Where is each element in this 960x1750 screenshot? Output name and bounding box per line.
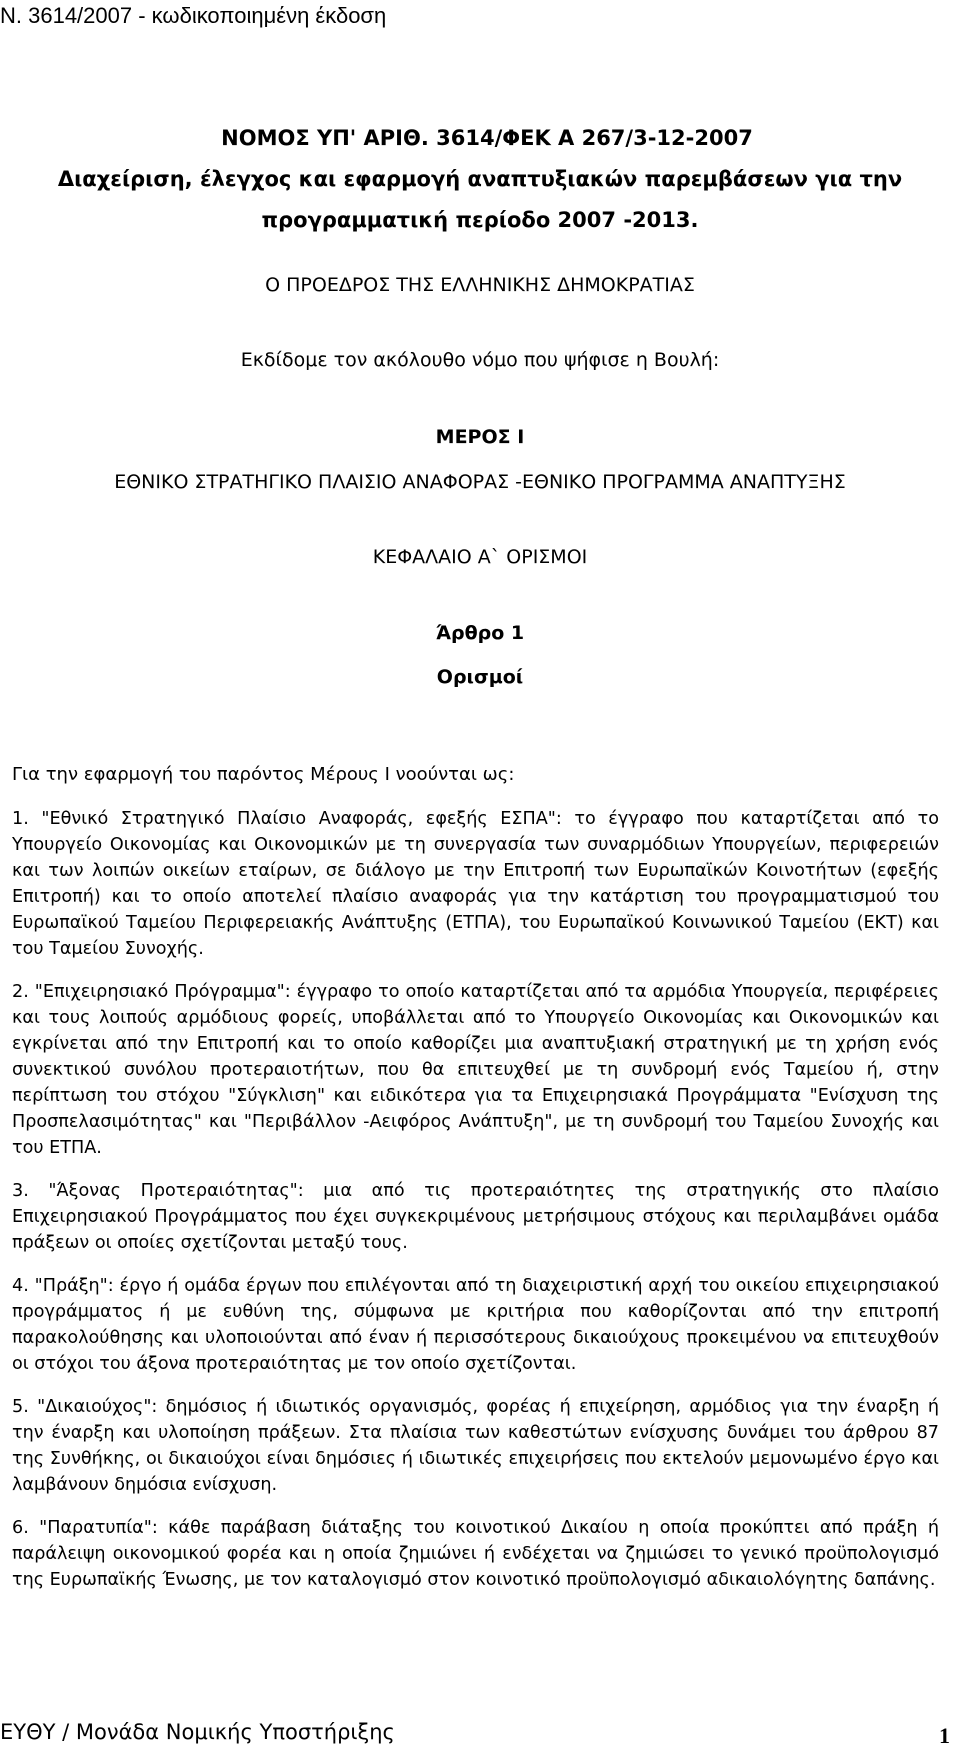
part-label: ΜΕΡΟΣ Ι xyxy=(435,426,525,448)
footer-unit: ΕΥΘΥ / Μονάδα Νομικής Υποστήριξης xyxy=(0,1720,395,1744)
law-title-line-1: ΝΟΜΟΣ ΥΠ' ΑΡΙΘ. 3614/ΦΕΚ Α 267/3-12-2007 xyxy=(221,126,753,150)
article-number: Άρθρο 1 xyxy=(435,622,525,644)
enactment-formula: Εκδίδομε τον ακόλουθο νόμο που ψήφισε η Βουλή: xyxy=(240,349,720,371)
definition-item: 1. "Εθνικό Στρατηγικό Πλαίσιο Αναφοράς, εφεξής ΕΣΠΑ": το έγγραφο που καταρτίζεται από το Υπουργείο Οικονομίας και Οικονομικών με τη συνεργασία των συναρμόδιων Υπουργείων, περιφερειών και των λοιπών οικείων εταίρων, σε διάλογο με την Επιτροπή των Ευρωπαϊκών Κοινοτήτων (εφεξής Επιτροπή) και το οποίο αποτελεί πλαίσιο αναφοράς για την κατάρτιση του προγραμματισμού του Ευρωπαϊκού Ταμείου Περιφερειακής Ανάπτυξης (ΕΤΠΑ), του Ευρωπαϊκού Κοινωνικού Ταμείου (ΕΚΤ) και του Ταμείου Συνοχής. xyxy=(12,809,939,959)
law-title-line-3: προγραμματική περίοδο 2007 -2013. xyxy=(261,208,699,232)
definition-item: 5. "Δικαιούχος": δημόσιος ή ιδιωτικός οργανισμός, φορέας ή επιχείρηση, αρμόδιος για την έναρξη ή την έναρξη και υλοποίηση πράξεων. Στα πλαίσια των καθεστώτων ενίσχυσης δυνάμει του άρθρου 87 της Συνθήκης, οι δικαιούχοι είναι δημόσιες ή ιδιωτικές επιχειρήσεις που εκτελούν μεμονωμένο έργο και λαμβάνουν δημόσια ενίσχυση. xyxy=(12,1397,939,1495)
definitions-list xyxy=(12,806,939,1610)
definition-item: 6. "Παρατυπία": κάθε παράβαση διάταξης του κοινοτικού Δικαίου η οποία προκύπτει από πράξη ή παράλειψη οικονομικού φορέα και η οποία ζημιώνει ή ενδέχεται να ζημιώσει το γενικό προϋπολογισμό της Ευρωπαϊκής Ένωσης, με τον καταλογισμό στον κοινοτικό προϋπολογισμό αδικαιολόγητης δαπάνης. xyxy=(12,1518,939,1590)
definition-item: 3. "Άξονας Προτεραιότητας": μια από τις προτεραιότητες της στρατηγικής στο πλαίσιο Επιχειρησιακού Προγράμματος που έχει συγκεκριμένους μετρήσιμους στόχους και περιλαμβάνει ομάδα πράξεων οι οποίες σχετίζονται μεταξύ τους. xyxy=(12,1181,939,1253)
part-title: ΕΘΝΙΚΟ ΣΤΡΑΤΗΓΙΚΟ ΠΛΑΙΣΙΟ ΑΝΑΦΟΡΑΣ -ΕΘΝΙΚΟ ΠΡΟΓΡΑΜΜΑ ΑΝΑΠΤΥΞΗΣ xyxy=(114,471,846,493)
law-title xyxy=(0,118,960,241)
document-header: Ν. 3614/2007 - κωδικοποιημένη έκδοση xyxy=(0,3,387,28)
page-number: 1 xyxy=(939,1723,950,1748)
law-title-line-2: Διαχείριση, έλεγχος και εφαρμογή αναπτυξιακών παρεμβάσεων για την xyxy=(57,167,903,191)
definition-item: 2. "Επιχειρησιακό Πρόγραμμα": έγγραφο το οποίο καταρτίζεται από τα αρμόδια Υπουργεία, περιφέρειες και τους λοιπούς αρμόδιους φορείς, υποβάλλεται από το Υπουργείο Οικονομίας και Οικονομικών και εγκρίνεται από την Επιτροπή και το οποίο καθορίζει μια αναπτυξιακή στρατηγική με τη χρήση ενός συνεκτικού συνόλου προτεραιοτήτων, που θα επιτευχθεί με τη συνδρομή ενός Ταμείου ή, στην περίπτωση του στόχου "Σύγκλιση" και ειδικότερα για τα Επιχειρησιακά Προγράμματα "Ενίσχυση της Προσπελασιμότητας" και "Περιβάλλον -Αειφόρος Ανάπτυξη", με τη συνδρομή του Ταμείου Συνοχής και του ΕΤΠΑ. xyxy=(12,982,939,1158)
president-heading: Ο ΠΡΟΕΔΡΟΣ ΤΗΣ ΕΛΛΗΝΙΚΗΣ ΔΗΜΟΚΡΑΤΙΑΣ xyxy=(265,274,695,296)
article-intro: Για την εφαρμογή του παρόντος Μέρους Ι νοούνται ως: xyxy=(12,764,515,785)
article-title: Ορισμοί xyxy=(436,666,524,688)
definition-item: 4. "Πράξη": έργο ή ομάδα έργων που επιλέγονται από τη διαχειριστική αρχή του οικείου επιχειρησιακού προγράμματος ή με ευθύνη της, σύμφωνα με κριτήρια που καθορίζονται από την επιτροπή παρακολούθησης και υλοποιούνται από έναν ή περισσότερους δικαιούχους προκειμένου να επιτευχθούν οι στόχοι του άξονα προτεραιότητας με τον οποίο σχετίζονται. xyxy=(12,1276,939,1374)
chapter-title: ΚΕΦΑΛΑΙΟ Α` ΟΡΙΣΜΟΙ xyxy=(372,546,588,568)
